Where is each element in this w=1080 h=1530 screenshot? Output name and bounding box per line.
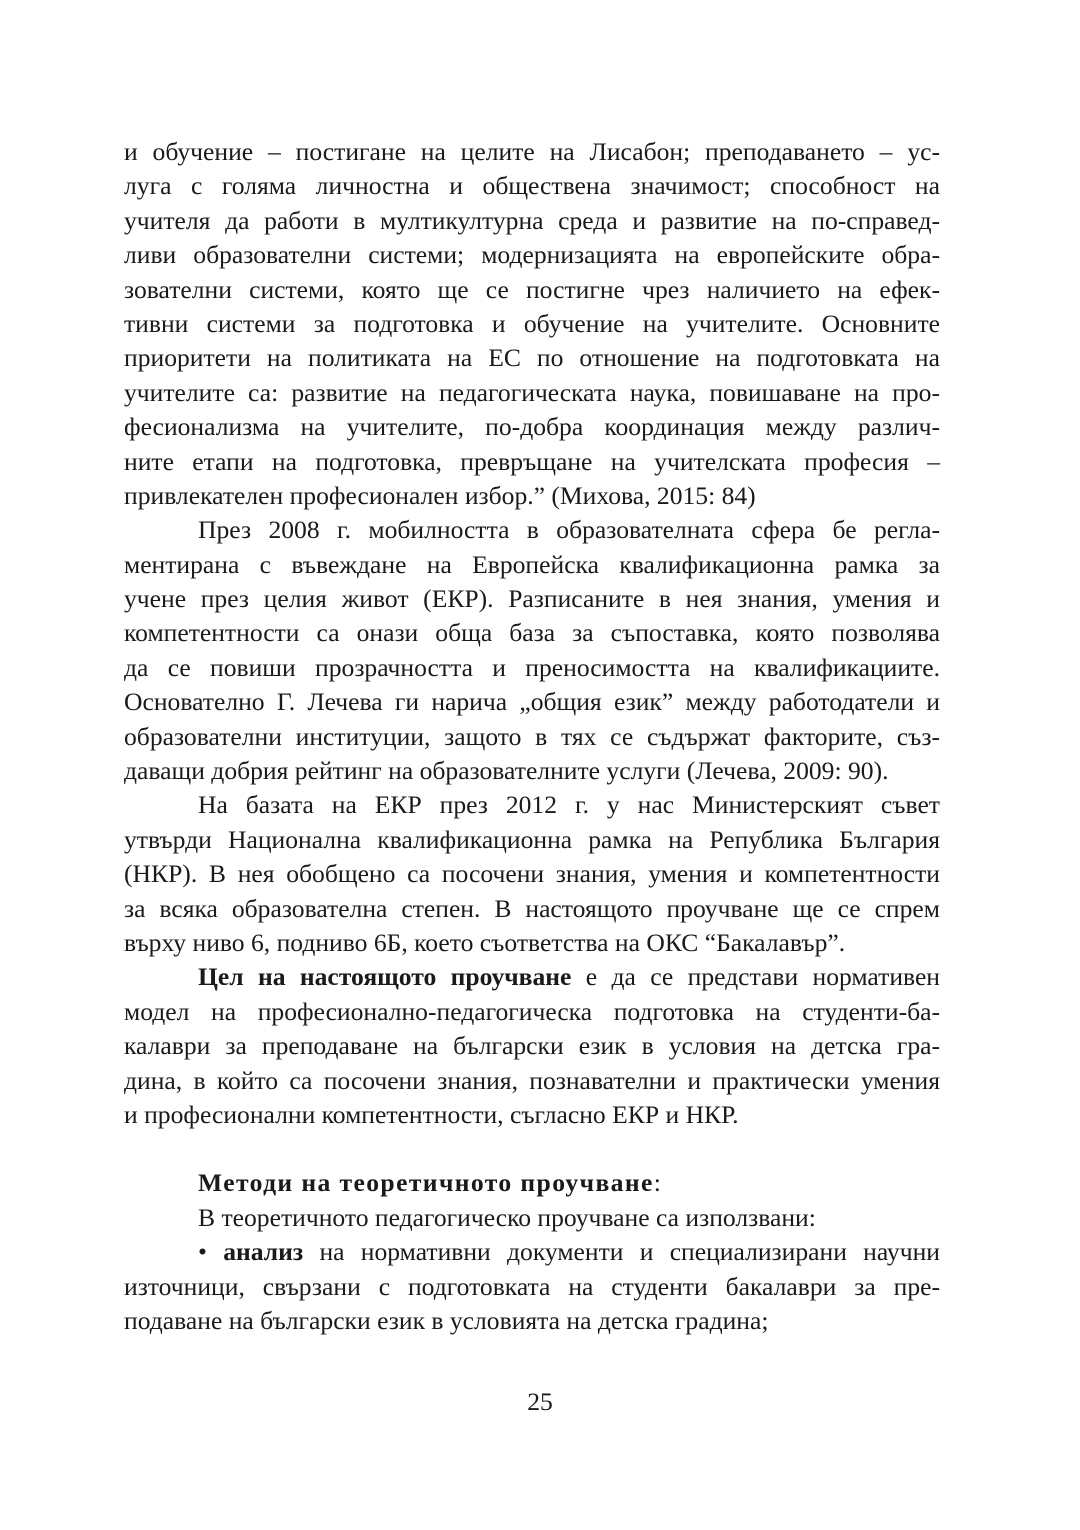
study-goal-lead: Цел на настоящото проучване — [198, 962, 572, 992]
text-line: През 2008 г. мобилността в образователната сфера бе регла- — [198, 515, 940, 545]
bullet-item-analysis — [124, 1235, 940, 1338]
text-line: даващи добрия рейтинг на образователните услуги (Лечева, 2009: 90). — [124, 756, 889, 786]
paragraph-ekr-2008 — [124, 513, 940, 788]
text-line: тивни системи за подготовка и обучение на учителите. Основните — [124, 308, 940, 338]
bullet-term: анализ — [223, 1237, 304, 1267]
paragraph-lisbon-goals — [124, 135, 940, 513]
paragraph-study-goal — [124, 960, 940, 1132]
text-line: и обучение – постигане на целите на Лисабон; преподаването – ус- — [124, 137, 940, 166]
text-line — [124, 1235, 940, 1269]
text-line: привлекателен професионален избор.” (Михова, 2015: 84) — [124, 480, 756, 510]
text-line: подаване на български език в условията на детска градина; — [124, 1305, 769, 1335]
bullet-rest: на нормативни документи и специализирани научни — [303, 1237, 940, 1267]
text-line: учителите са: развитие на педагогическата наука, повишаване на про- — [124, 377, 940, 407]
text-line: учене през целия живот (ЕКР). Разписаните в нея знания, умения и — [124, 584, 940, 614]
text-line: Основателно Г. Лечева ги нарича „общия език” между работодатели и — [124, 687, 940, 717]
text-line — [124, 960, 940, 994]
text-line: и професионални компетентности, съгласно ЕКР и НКР. — [124, 1099, 739, 1129]
text-line: ментирана с въвеждане на Европейска квалификационна рамка за — [124, 549, 940, 579]
methods-heading: Методи на теоретичното проучване — [198, 1168, 654, 1198]
text-line: фесионализма на учителите, по-добра координация между различ- — [124, 412, 940, 442]
page-number: 25 — [527, 1387, 553, 1416]
text-line: На базата на ЕКР през 2012 г. у нас Министерският съвет — [198, 790, 940, 820]
text-line: модел на професионално-педагогическа подготовка на студенти-ба- — [124, 996, 940, 1026]
text-line: учителя да работи в мултикултурна среда и развитие на по-справед- — [124, 205, 940, 235]
paragraph-nkr-2012 — [124, 788, 940, 960]
text-line: образователни институции, защото в тях се съдържат факторите, съз- — [124, 721, 940, 751]
text-line: ните етапи на подготовка, превръщане на учителската професия – — [124, 446, 940, 476]
text-line: да се повиши прозрачността и преносимостта на квалификациите. — [124, 652, 940, 682]
text-line: дина, в който са посочени знания, познавателни и практически умения — [124, 1065, 940, 1095]
text-line: луга с голяма личностна и обществена значимост; способност на — [124, 171, 940, 201]
text-line: за всяка образователна степен. В настоящото проучване ще се спрем — [124, 893, 940, 923]
text-line: зователни системи, която ще се постигне чрез наличието на ефек- — [124, 274, 940, 304]
methods-intro: В теоретичното педагогическо проучване са използвани: — [198, 1202, 816, 1232]
text-line: (НКР). В нея обобщено са посочени знания, умения и компетентности — [124, 859, 940, 889]
section-heading — [124, 1166, 940, 1200]
section-gap — [124, 1132, 940, 1166]
text-line: калаври за преподаване на български език в условия на детска гра- — [124, 1031, 940, 1061]
section-methods — [124, 1166, 940, 1338]
text-line: източници, свързани с подготовката на студенти бакалаври за пре- — [124, 1271, 940, 1301]
bullet-icon: • — [198, 1237, 207, 1267]
text-line: утвърди Национална квалификационна рамка на Република България — [124, 824, 940, 854]
text-line: ливи образователни системи; модернизацията на европейските обра- — [124, 240, 940, 270]
methods-heading-colon: : — [653, 1168, 661, 1198]
document-page — [124, 135, 940, 1338]
study-goal-rest: е да се представи нормативен — [571, 962, 941, 992]
text-line: върху ниво 6, подниво 6Б, което съответства на ОКС “Бакалавър”. — [124, 927, 846, 957]
text-line: приоритети на политиката на ЕС по отношение на подготовката на — [124, 343, 940, 373]
text-line: компетентности са онази обща база за съпоставка, която позволява — [124, 618, 940, 648]
